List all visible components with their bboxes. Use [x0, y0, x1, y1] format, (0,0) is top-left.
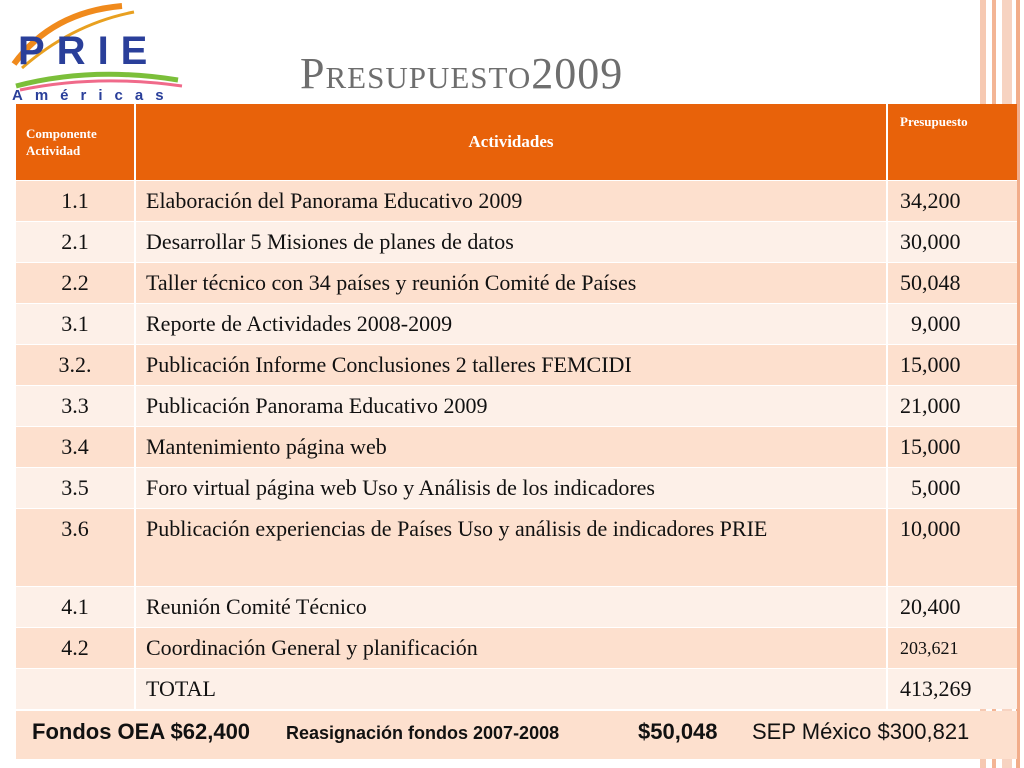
cell-presupuesto: 50,048	[887, 263, 1017, 304]
header-presupuesto: Presupuesto	[887, 104, 1017, 181]
table-row	[16, 304, 1017, 345]
cell-presupuesto: 15,000	[887, 345, 1017, 386]
cell-componente: 3.4	[16, 427, 135, 468]
table-row	[16, 587, 1017, 628]
header-actividades: Actividades	[135, 104, 887, 181]
cell-actividad: Elaboración del Panorama Educativo 2009	[135, 181, 887, 222]
cell-componente: 3.5	[16, 468, 135, 509]
cell-actividad: Foro virtual página web Uso y Análisis de los indicadores	[135, 468, 887, 509]
footer-oea: Fondos OEA $62,400	[32, 719, 251, 744]
cell-componente: 2.2	[16, 263, 135, 304]
cell-presupuesto: 20,400	[887, 587, 1017, 628]
footer-reasignacion-label: Reasignación fondos 2007-2008	[286, 723, 560, 743]
table-row	[16, 427, 1017, 468]
logo-subtext: Américas	[12, 87, 176, 102]
cell-componente: 4.1	[16, 587, 135, 628]
cell-componente: 4.2	[16, 628, 135, 669]
budget-table	[16, 104, 1017, 709]
cell-componente: 3.2.	[16, 345, 135, 386]
cell-presupuesto: 9,000	[887, 304, 1017, 345]
table-row	[16, 386, 1017, 427]
cell-componente: 1.1	[16, 181, 135, 222]
footer-reasignacion-value: $50,048	[638, 719, 718, 744]
table-row	[16, 263, 1017, 304]
cell-presupuesto: 203,621	[887, 628, 1017, 669]
table-row	[16, 509, 1017, 587]
table-row-total	[16, 669, 1017, 710]
table-row	[16, 222, 1017, 263]
cell-actividad: Mantenimiento página web	[135, 427, 887, 468]
cell-actividad: Coordinación General y planificación	[135, 628, 887, 669]
cell-componente	[16, 669, 135, 710]
cell-total-value: 413,269	[887, 669, 1017, 710]
cell-actividad: Publicación experiencias de Países Uso y análisis de indicadores PRIE	[135, 509, 887, 587]
cell-componente: 2.1	[16, 222, 135, 263]
cell-presupuesto: 5,000	[887, 468, 1017, 509]
cell-actividad: Reunión Comité Técnico	[135, 587, 887, 628]
cell-presupuesto: 34,200	[887, 181, 1017, 222]
cell-presupuesto: 10,000	[887, 509, 1017, 587]
cell-actividad: Reporte de Actividades 2008-2009	[135, 304, 887, 345]
table-row	[16, 181, 1017, 222]
table-row	[16, 628, 1017, 669]
cell-componente: 3.6	[16, 509, 135, 587]
cell-presupuesto: 30,000	[887, 222, 1017, 263]
footer-sep: SEP México $300,821	[752, 719, 970, 744]
cell-actividad: Publicación Panorama Educativo 2009	[135, 386, 887, 427]
cell-presupuesto: 15,000	[887, 427, 1017, 468]
prie-logo	[2, 2, 188, 102]
page-title: Presupuesto2009	[300, 49, 624, 98]
cell-componente: 3.1	[16, 304, 135, 345]
cell-componente: 3.3	[16, 386, 135, 427]
table-header-row	[16, 104, 1017, 181]
header-componente: Componente Actividad	[16, 104, 135, 181]
cell-actividad: Desarrollar 5 Misiones de planes de datos	[135, 222, 887, 263]
cell-actividad: Taller técnico con 34 países y reunión Comité de Países	[135, 263, 887, 304]
cell-actividad: Publicación Informe Conclusiones 2 talleres FEMCIDI	[135, 345, 887, 386]
table-row	[16, 345, 1017, 386]
cell-presupuesto: 21,000	[887, 386, 1017, 427]
logo-text: PRIE	[18, 29, 160, 73]
logo-wordmark	[18, 29, 159, 73]
cell-total-label: TOTAL	[135, 669, 887, 710]
table-row	[16, 468, 1017, 509]
funding-footer	[16, 711, 1017, 759]
